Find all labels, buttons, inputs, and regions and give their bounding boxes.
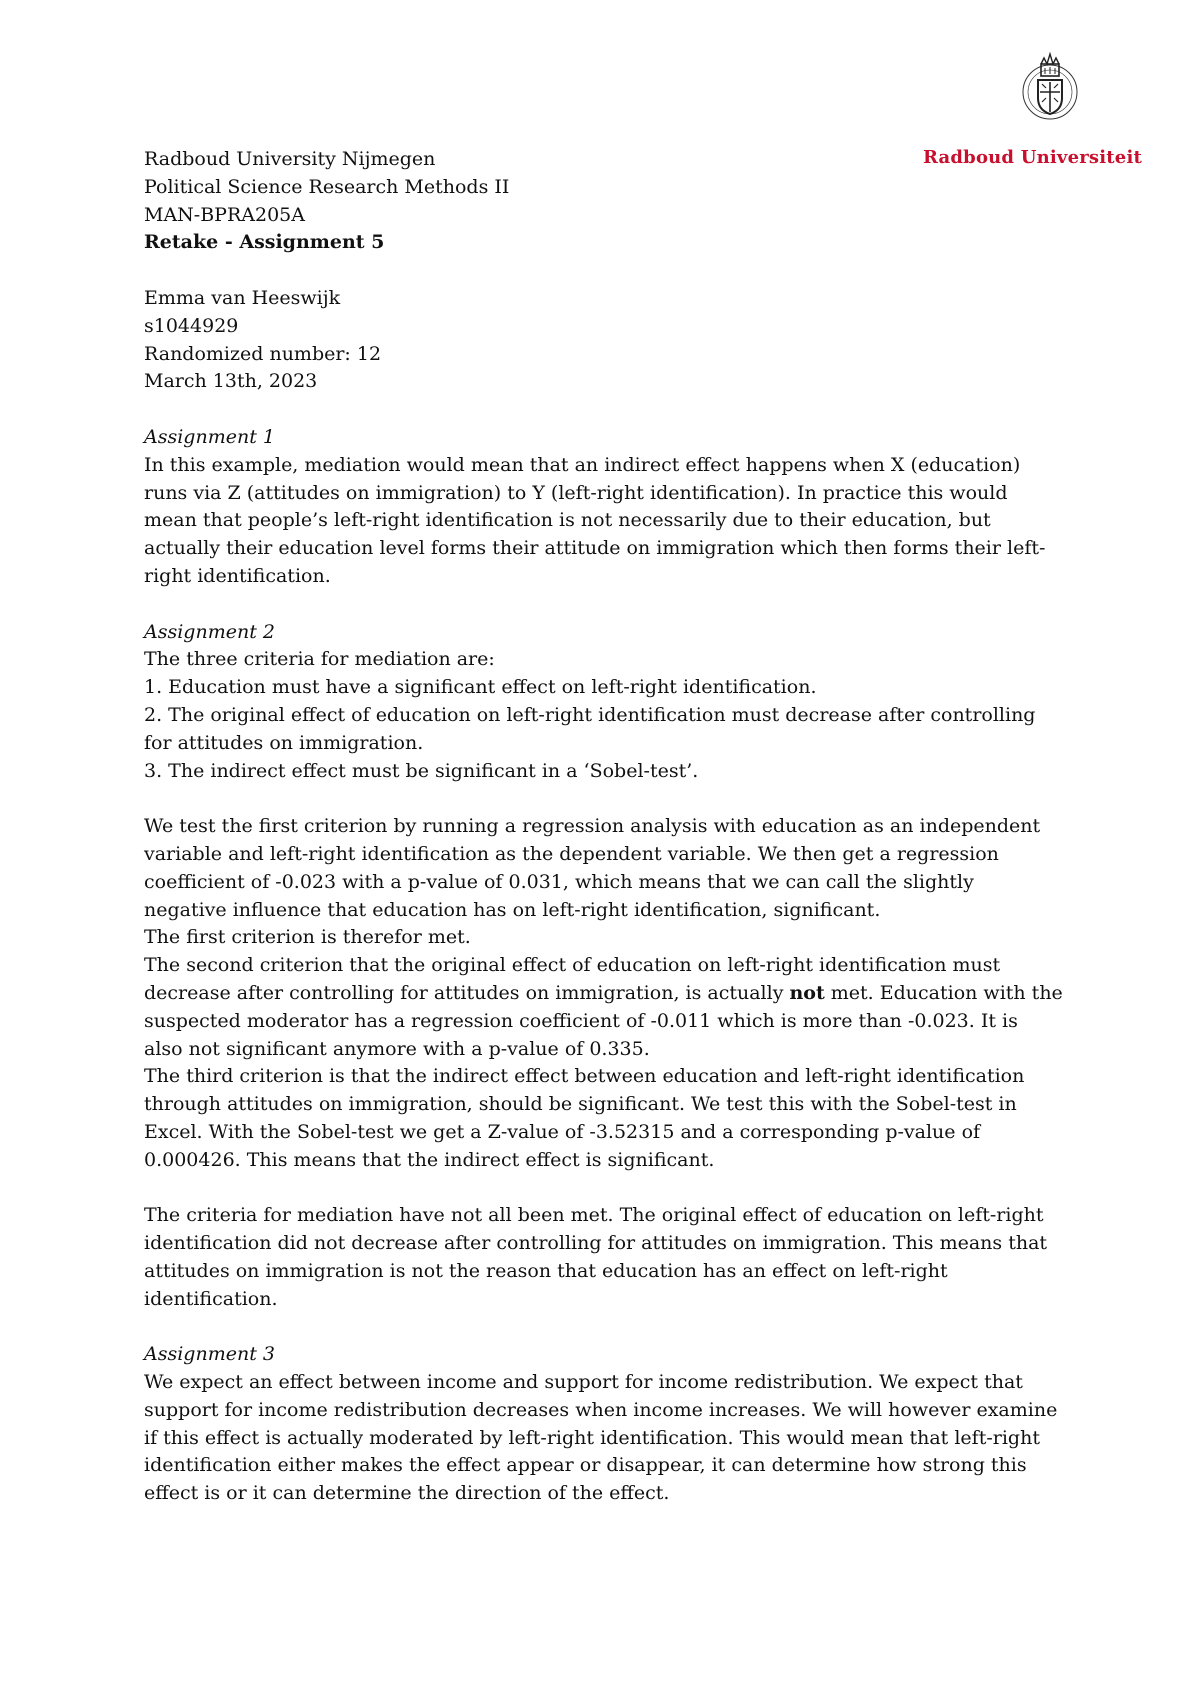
- analysis-line: 0.000426. This means that the indirect effect is significant.: [144, 1148, 715, 1171]
- analysis-line: The first criterion is therefor met.: [144, 926, 471, 949]
- assignment-3-line: support for income redistribution decreases when income increases. We will however examine: [144, 1398, 1058, 1421]
- conclusion-line: identification did not decrease after controlling for attitudes on immigration. This means that: [144, 1232, 1048, 1255]
- criteria-line: The three criteria for mediation are:: [144, 648, 495, 671]
- assignment-1-line: runs via Z (attitudes on immigration) to Y (left-right identification). In practice this would: [144, 481, 1008, 504]
- analysis-line: coefficient of -0.023 with a p-value of 0.031, which means that we can call the slightly: [144, 870, 974, 893]
- assignment-3-line: We expect an effect between income and support for income redistribution. We expect that: [144, 1371, 1023, 1394]
- assignment-1-heading: Assignment 1: [144, 425, 275, 448]
- analysis-line: variable and left-right identification as the dependent variable. We then get a regression: [144, 842, 999, 865]
- analysis-line: The third criterion is that the indirect effect between education and left-right identification: [144, 1065, 1025, 1088]
- assignment-1-line: right identification.: [144, 564, 331, 587]
- analysis-text: decrease after controlling for attitudes on immigration, is actually: [144, 981, 790, 1004]
- emphasis-not: not: [789, 981, 825, 1004]
- university-wordmark: Radboud Universiteit: [922, 147, 1142, 168]
- assignment-2-heading: Assignment 2: [144, 620, 275, 643]
- assignment-1-line: mean that people’s left-right identification is not necessarily due to their education, but: [144, 509, 991, 532]
- student-id: s1044929: [144, 314, 239, 337]
- assignment-1-line: actually their education level forms their attitude on immigration which then forms their left-: [144, 537, 1046, 560]
- analysis-line: [144, 980, 1074, 1008]
- analysis-line: The second criterion that the original effect of education on left-right identification must: [144, 954, 1001, 977]
- conclusion-line: The criteria for mediation have not all been met. The original effect of education on left-right: [144, 1204, 1044, 1227]
- analysis-text: met. Education with the: [824, 981, 1063, 1004]
- criteria-line: 2. The original effect of education on left-right identification must decrease after controlling: [144, 703, 1036, 726]
- document-body: [144, 146, 1074, 1508]
- student-name: Emma van Heeswijk: [144, 286, 341, 309]
- assignment-1-line: In this example, mediation would mean that an indirect effect happens when X (education): [144, 453, 1021, 476]
- analysis-line: negative influence that education has on left-right identification, significant.: [144, 898, 881, 921]
- analysis-line: We test the first criterion by running a regression analysis with education as an independent: [144, 815, 1041, 838]
- analysis-line: suspected moderator has a regression coefficient of -0.011 which is more than -0.023. It is: [144, 1009, 1018, 1032]
- university-seal-icon: [1020, 46, 1080, 130]
- randomized-number: Randomized number: 12: [144, 342, 382, 365]
- analysis-line: Excel. With the Sobel-test we get a Z-value of -3.52315 and a corresponding p-value of: [144, 1120, 981, 1143]
- criteria-line: 1. Education must have a significant effect on left-right identification.: [144, 676, 817, 699]
- course-name: Political Science Research Methods II: [144, 175, 510, 198]
- analysis-line: through attitudes on immigration, should be significant. We test this with the Sobel-test in: [144, 1093, 1017, 1116]
- analysis-line: also not significant anymore with a p-value of 0.335.: [144, 1037, 650, 1060]
- criteria-line: 3. The indirect effect must be significant in a ‘Sobel-test’.: [144, 759, 699, 782]
- university-name: Radboud University Nijmegen: [144, 148, 436, 170]
- assignment-3-line: effect is or it can determine the direction of the effect.: [144, 1482, 670, 1505]
- assignment-3-line: if this effect is actually moderated by left-right identification. This would mean that left-right: [144, 1426, 1040, 1449]
- criteria-line: for attitudes on immigration.: [144, 731, 424, 754]
- conclusion-line: attitudes on immigration is not the reason that education has an effect on left-right: [144, 1259, 948, 1282]
- course-code: MAN-BPRA205A: [144, 203, 305, 226]
- document-date: March 13th, 2023: [144, 370, 318, 393]
- conclusion-line: identification.: [144, 1287, 278, 1310]
- assignment-3-line: identification either makes the effect appear or disappear, it can determine how strong this: [144, 1454, 1027, 1477]
- document-title: Retake - Assignment 5: [144, 231, 385, 254]
- assignment-3-heading: Assignment 3: [144, 1343, 275, 1366]
